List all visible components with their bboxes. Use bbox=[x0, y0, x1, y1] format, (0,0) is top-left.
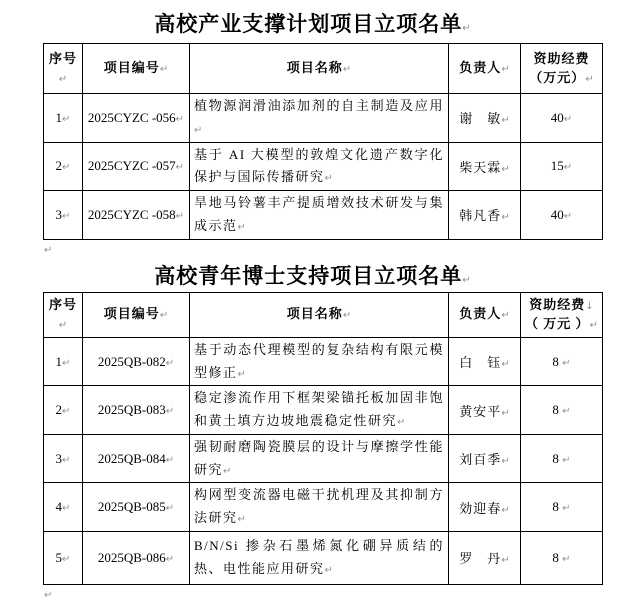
code-cell: 2025QB-086↵ bbox=[83, 531, 190, 584]
section2-title-text: 高校青年博士支持项目立项名单 bbox=[154, 263, 463, 288]
code-cell: 2025QB-085↵ bbox=[83, 483, 190, 532]
paragraph-mark: ↵ bbox=[562, 406, 571, 418]
table-row bbox=[44, 531, 603, 584]
seq-cell: 4↵ bbox=[44, 483, 83, 532]
line-break-mark: ↓ bbox=[585, 300, 594, 312]
paragraph-mark: ↵ bbox=[462, 274, 471, 286]
leader-cell: 刘百季↵ bbox=[449, 434, 521, 483]
fund-cell: 8 ↵ bbox=[521, 434, 603, 483]
paragraph-mark: ↵ bbox=[165, 406, 175, 418]
section1-title-text: 高校产业支撑计划项目立项名单 bbox=[154, 12, 463, 36]
paragraph-mark: ↵ bbox=[194, 124, 203, 136]
paragraph-mark: ↵ bbox=[501, 504, 510, 516]
table-row bbox=[44, 94, 603, 143]
leader-cell: 韩凡香↵ bbox=[449, 191, 521, 240]
seq-cell: 3↵ bbox=[44, 191, 83, 240]
table-row bbox=[44, 434, 603, 483]
paragraph-mark: ↵ bbox=[58, 73, 68, 85]
paragraph-mark: ↵ bbox=[501, 310, 510, 322]
paragraph-mark: ↵ bbox=[62, 210, 71, 222]
paragraph-mark: ↵ bbox=[589, 319, 598, 331]
paragraph-mark: ↵ bbox=[165, 454, 175, 466]
header-fund: 资助经费 （万元）↵ bbox=[521, 44, 603, 94]
paragraph-mark: ↵ bbox=[62, 553, 71, 565]
empty-paragraph bbox=[44, 242, 625, 256]
code-cell: 2025CYZC -057↵ bbox=[83, 142, 190, 191]
project-name-cell: 植物源润滑油添加剂的自主制造及应用↵ bbox=[190, 94, 449, 143]
header-leader: 负责人↵ bbox=[449, 44, 521, 94]
project-name-cell: 基于动态代理模型的复杂结构有限元模型修正↵ bbox=[190, 337, 449, 386]
paragraph-mark: ↵ bbox=[62, 454, 71, 466]
project-name-cell: 强韧耐磨陶瓷膜层的设计与摩擦学性能研究↵ bbox=[190, 434, 449, 483]
paragraph-mark: ↵ bbox=[62, 162, 71, 174]
paragraph-mark: ↵ bbox=[585, 73, 594, 85]
header-seq: 序号↵ bbox=[44, 44, 83, 94]
paragraph-mark: ↵ bbox=[237, 514, 246, 526]
header-name: 项目名称↵ bbox=[190, 44, 449, 94]
table-row bbox=[44, 386, 603, 435]
fund-cell: 15↵ bbox=[521, 142, 603, 191]
paragraph-mark: ↵ bbox=[563, 113, 573, 125]
table1-header-row bbox=[44, 44, 603, 94]
paragraph-mark: ↵ bbox=[175, 113, 185, 125]
seq-cell: 2↵ bbox=[44, 386, 83, 435]
paragraph-mark: ↵ bbox=[562, 454, 571, 466]
leader-cell: 柴天霖↵ bbox=[449, 142, 521, 191]
paragraph-mark: ↵ bbox=[501, 115, 510, 127]
leader-cell: 効迎春↵ bbox=[449, 483, 521, 532]
header-seq: 序号↵ bbox=[44, 292, 83, 337]
table-row bbox=[44, 191, 603, 240]
header-code: 项目编号↵ bbox=[83, 292, 190, 337]
paragraph-mark: ↵ bbox=[175, 210, 185, 222]
paragraph-mark: ↵ bbox=[175, 162, 185, 174]
leader-cell: 黄安平↵ bbox=[449, 386, 521, 435]
paragraph-mark: ↵ bbox=[501, 163, 510, 175]
code-cell: 2025QB-084↵ bbox=[83, 434, 190, 483]
fund-cell: 8 ↵ bbox=[521, 337, 603, 386]
project-name-cell: 稳定渗流作用下框架梁锚托板加固非饱和黄土填方边坡地震稳定性研究↵ bbox=[190, 386, 449, 435]
paragraph-mark: ↵ bbox=[342, 64, 352, 76]
header-name: 项目名称↵ bbox=[190, 292, 449, 337]
paragraph-mark: ↵ bbox=[501, 456, 510, 468]
empty-paragraph bbox=[44, 587, 625, 601]
code-cell: 2025QB-083↵ bbox=[83, 386, 190, 435]
seq-cell: 2↵ bbox=[44, 142, 83, 191]
project-name-cell: 基于 AI 大模型的敦煌文化遗产数字化保护与国际传播研究↵ bbox=[190, 142, 449, 191]
fund-cell: 8 ↵ bbox=[521, 483, 603, 532]
project-name-cell: 构网型变流器电磁干扰机理及其抑制方法研究↵ bbox=[190, 483, 449, 532]
seq-cell: 3↵ bbox=[44, 434, 83, 483]
paragraph-mark: ↵ bbox=[501, 407, 510, 419]
fund-cell: 8 ↵ bbox=[521, 386, 603, 435]
header-code: 项目编号↵ bbox=[83, 44, 190, 94]
paragraph-mark: ↵ bbox=[165, 553, 175, 565]
paragraph-mark: ↵ bbox=[462, 23, 471, 34]
paragraph-mark: ↵ bbox=[501, 359, 510, 371]
code-cell: 2025CYZC -056↵ bbox=[83, 94, 190, 143]
paragraph-mark: ↵ bbox=[62, 357, 71, 369]
paragraph-mark: ↵ bbox=[44, 244, 53, 256]
code-cell: 2025CYZC -058↵ bbox=[83, 191, 190, 240]
section2-title bbox=[0, 264, 625, 288]
project-name-cell: B/N/Si 掺杂石墨烯氮化硼异质结的热、电性能应用研究↵ bbox=[190, 531, 449, 584]
paragraph-mark: ↵ bbox=[563, 210, 573, 222]
project-name-cell: 旱地马铃薯丰产提质增效技术研发与集成示范↵ bbox=[190, 191, 449, 240]
seq-cell: 1↵ bbox=[44, 337, 83, 386]
paragraph-mark: ↵ bbox=[563, 162, 573, 174]
projects-table-2 bbox=[43, 292, 603, 585]
fund-cell: 8 ↵ bbox=[521, 531, 603, 584]
paragraph-mark: ↵ bbox=[44, 589, 53, 601]
paragraph-mark: ↵ bbox=[237, 368, 246, 380]
paragraph-mark: ↵ bbox=[562, 553, 571, 565]
paragraph-mark: ↵ bbox=[562, 357, 571, 369]
paragraph-mark: ↵ bbox=[62, 113, 71, 125]
paragraph-mark: ↵ bbox=[165, 357, 175, 369]
section1-title bbox=[0, 12, 625, 36]
paragraph-mark: ↵ bbox=[501, 555, 510, 567]
paragraph-mark: ↵ bbox=[342, 310, 352, 322]
fund-cell: 40↵ bbox=[521, 94, 603, 143]
table-row bbox=[44, 483, 603, 532]
seq-cell: 5↵ bbox=[44, 531, 83, 584]
leader-cell: 罗 丹↵ bbox=[449, 531, 521, 584]
paragraph-mark: ↵ bbox=[58, 319, 68, 331]
table-row bbox=[44, 142, 603, 191]
table-row bbox=[44, 337, 603, 386]
leader-cell: 白 钰↵ bbox=[449, 337, 521, 386]
fund-cell: 40↵ bbox=[521, 191, 603, 240]
paragraph-mark: ↵ bbox=[223, 465, 232, 477]
paragraph-mark: ↵ bbox=[237, 221, 246, 233]
paragraph-mark: ↵ bbox=[562, 503, 571, 515]
paragraph-mark: ↵ bbox=[324, 173, 333, 185]
paragraph-mark: ↵ bbox=[62, 406, 71, 418]
table2-header-row bbox=[44, 292, 603, 337]
paragraph-mark: ↵ bbox=[501, 212, 510, 224]
code-cell: 2025QB-082↵ bbox=[83, 337, 190, 386]
paragraph-mark: ↵ bbox=[62, 503, 71, 515]
paragraph-mark: ↵ bbox=[159, 310, 169, 322]
leader-cell: 谢 敏↵ bbox=[449, 94, 521, 143]
seq-cell: 1↵ bbox=[44, 94, 83, 143]
paragraph-mark: ↵ bbox=[165, 503, 175, 515]
projects-table-1 bbox=[43, 43, 603, 240]
header-leader: 负责人↵ bbox=[449, 292, 521, 337]
paragraph-mark: ↵ bbox=[159, 64, 169, 76]
paragraph-mark: ↵ bbox=[397, 417, 406, 429]
paragraph-mark: ↵ bbox=[324, 564, 333, 576]
paragraph-mark: ↵ bbox=[501, 64, 510, 76]
header-fund: 资助经费↓ （ 万元 ）↵ bbox=[521, 292, 603, 337]
